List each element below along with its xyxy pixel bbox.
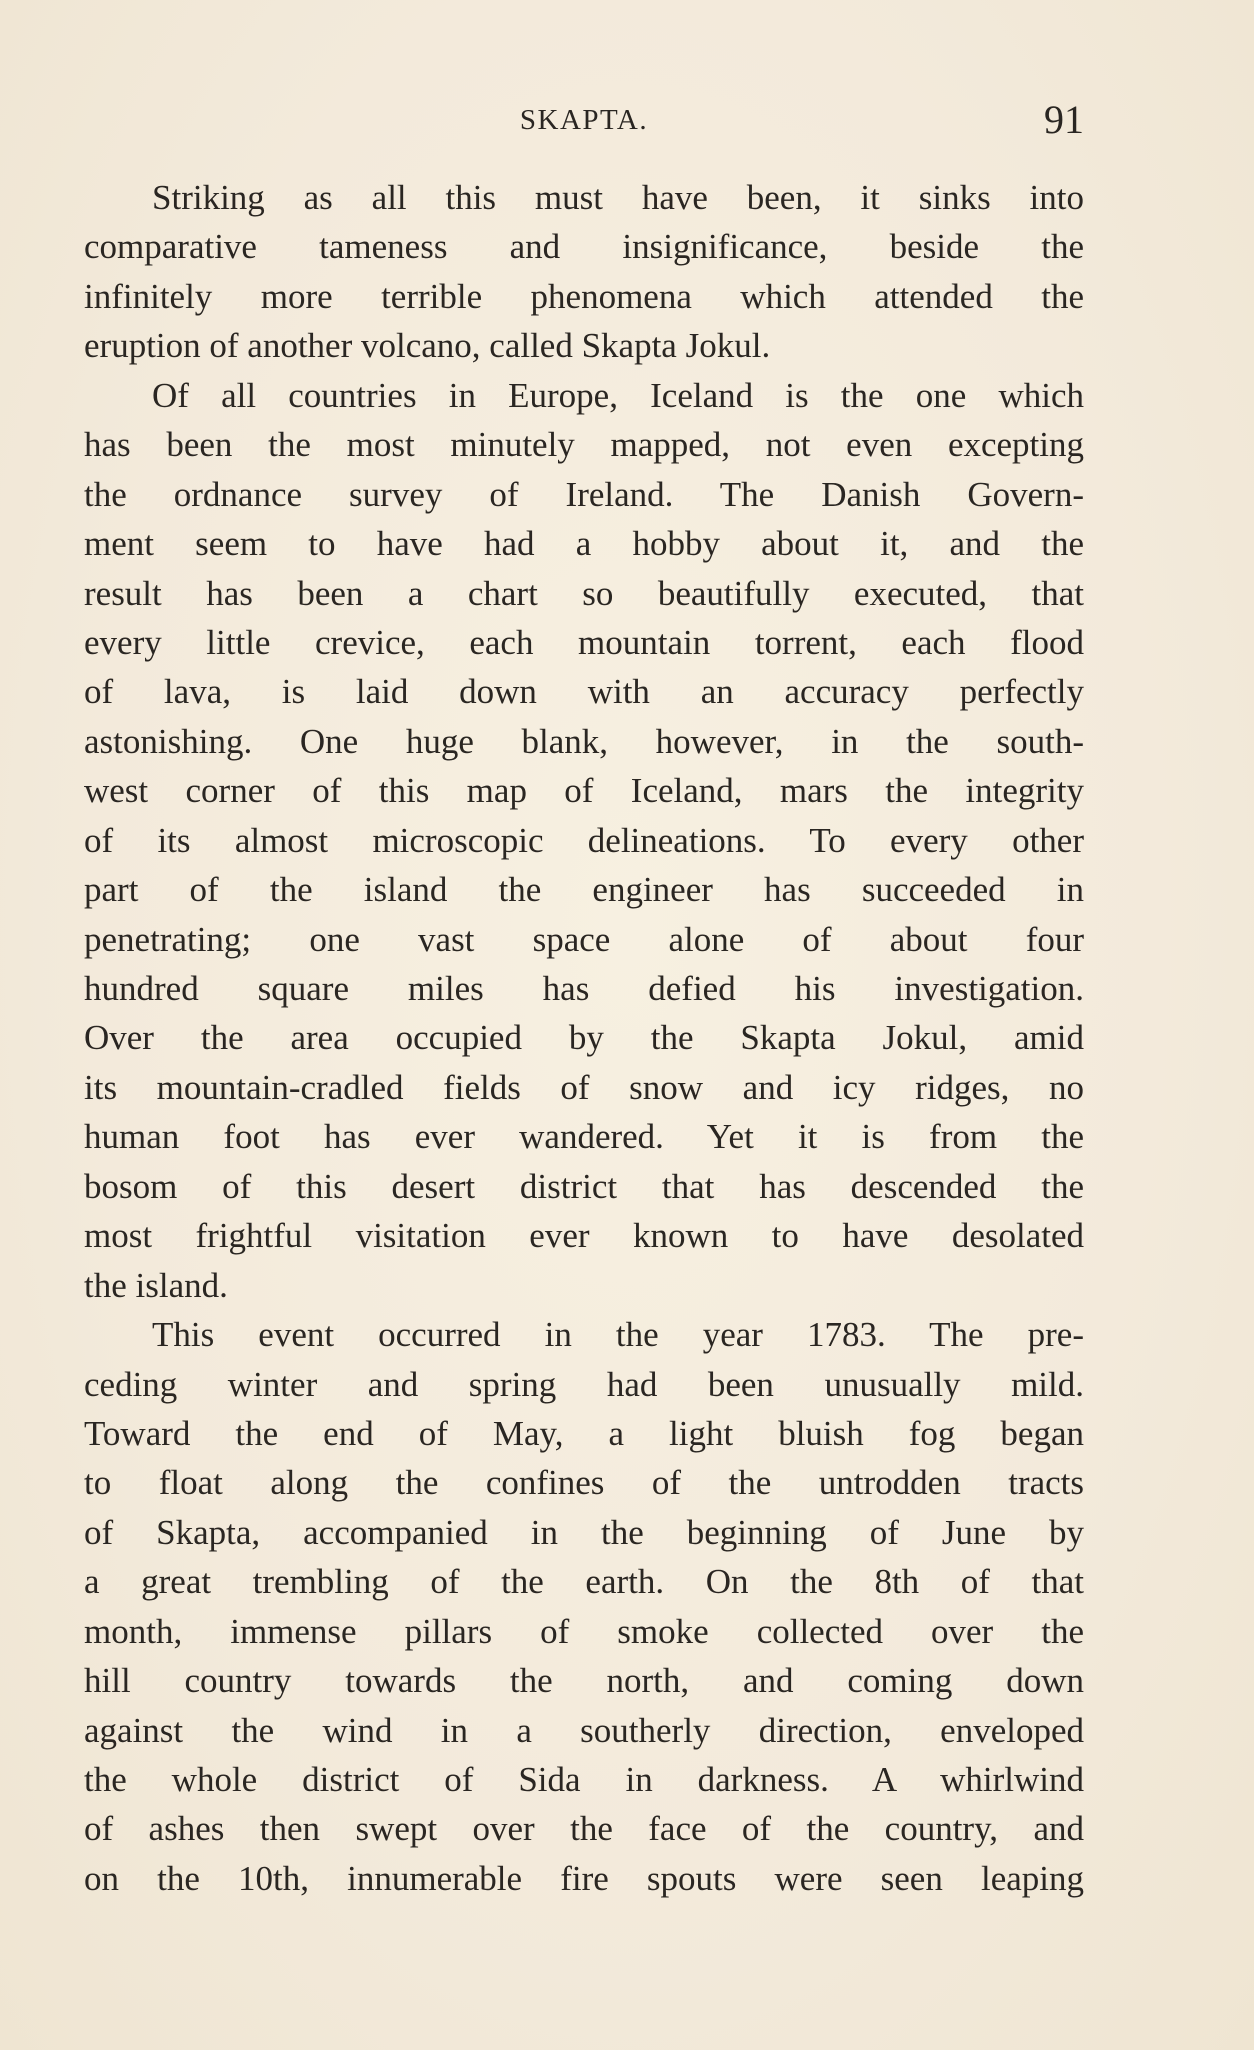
text-line: Of all countries in Europe, Iceland is the one which	[152, 375, 1084, 415]
text-line: comparative tameness and insignificance, beside the	[84, 227, 1084, 267]
text-line: hill country towards the north, and coming down	[84, 1661, 1084, 1701]
running-head: SKAPTA.	[519, 104, 649, 136]
text-line: eruption of another volcano, called Skapta Jokul.	[84, 326, 771, 366]
text-line: of its almost microscopic delineations. To every other	[84, 820, 1084, 860]
body-text	[84, 173, 1084, 1903]
text-line: astonishing. One huge blank, however, in the south-	[84, 721, 1084, 761]
text-line: Over the area occupied by the Skapta Jokul, amid	[84, 1018, 1084, 1058]
text-line: its mountain-cradled fields of snow and icy ridges, no	[84, 1067, 1084, 1107]
text-line: has been the most minutely mapped, not even excepting	[84, 425, 1084, 465]
text-line: of ashes then swept over the face of the country, and	[84, 1809, 1084, 1849]
text-line: result has been a chart so beautifully executed, that	[84, 573, 1084, 613]
text-line: to float along the confines of the untrodden tracts	[84, 1463, 1084, 1503]
text-line: every little crevice, each mountain torrent, each flood	[84, 622, 1084, 662]
text-line: the island.	[84, 1265, 228, 1305]
text-line: the ordnance survey of Ireland. The Danish Govern-	[84, 474, 1084, 514]
text-line: a great trembling of the earth. On the 8th of that	[84, 1562, 1084, 1602]
text-line: This event occurred in the year 1783. The pre-	[152, 1315, 1084, 1355]
page-number: 91	[1044, 97, 1084, 142]
text-line: most frightful visitation ever known to have desolated	[84, 1216, 1084, 1256]
text-line: penetrating; one vast space alone of about four	[84, 919, 1084, 959]
text-line: of Skapta, accompanied in the beginning of June by	[84, 1512, 1084, 1552]
text-line: against the wind in a southerly direction, enveloped	[84, 1710, 1084, 1750]
text-line: the whole district of Sida in darkness. A whirlwind	[84, 1760, 1084, 1799]
text-line: Striking as all this must have been, it sinks into	[152, 178, 1084, 217]
text-line: human foot has ever wandered. Yet it is from the	[84, 1117, 1084, 1157]
text-line: on the 10th, innumerable fire spouts were seen leaping	[84, 1858, 1084, 1898]
text-line: Toward the end of May, a light bluish fog began	[84, 1413, 1084, 1453]
page-header	[84, 96, 1084, 148]
text-line: month, immense pillars of smoke collected over the	[84, 1611, 1084, 1651]
text-line: infinitely more terrible phenomena which attended the	[84, 276, 1084, 316]
text-line: ceding winter and spring had been unusually mild.	[84, 1364, 1084, 1404]
text-line: hundred square miles has defied his investigation.	[84, 969, 1084, 1008]
text-line: part of the island the engineer has succeeded in	[84, 870, 1084, 910]
text-line: west corner of this map of Iceland, mars the integrity	[84, 771, 1084, 811]
text-line: ment seem to have had a hobby about it, and the	[84, 524, 1084, 564]
text-line: bosom of this desert district that has descended the	[84, 1166, 1084, 1206]
text-line: of lava, is laid down with an accuracy perfectly	[84, 672, 1084, 712]
